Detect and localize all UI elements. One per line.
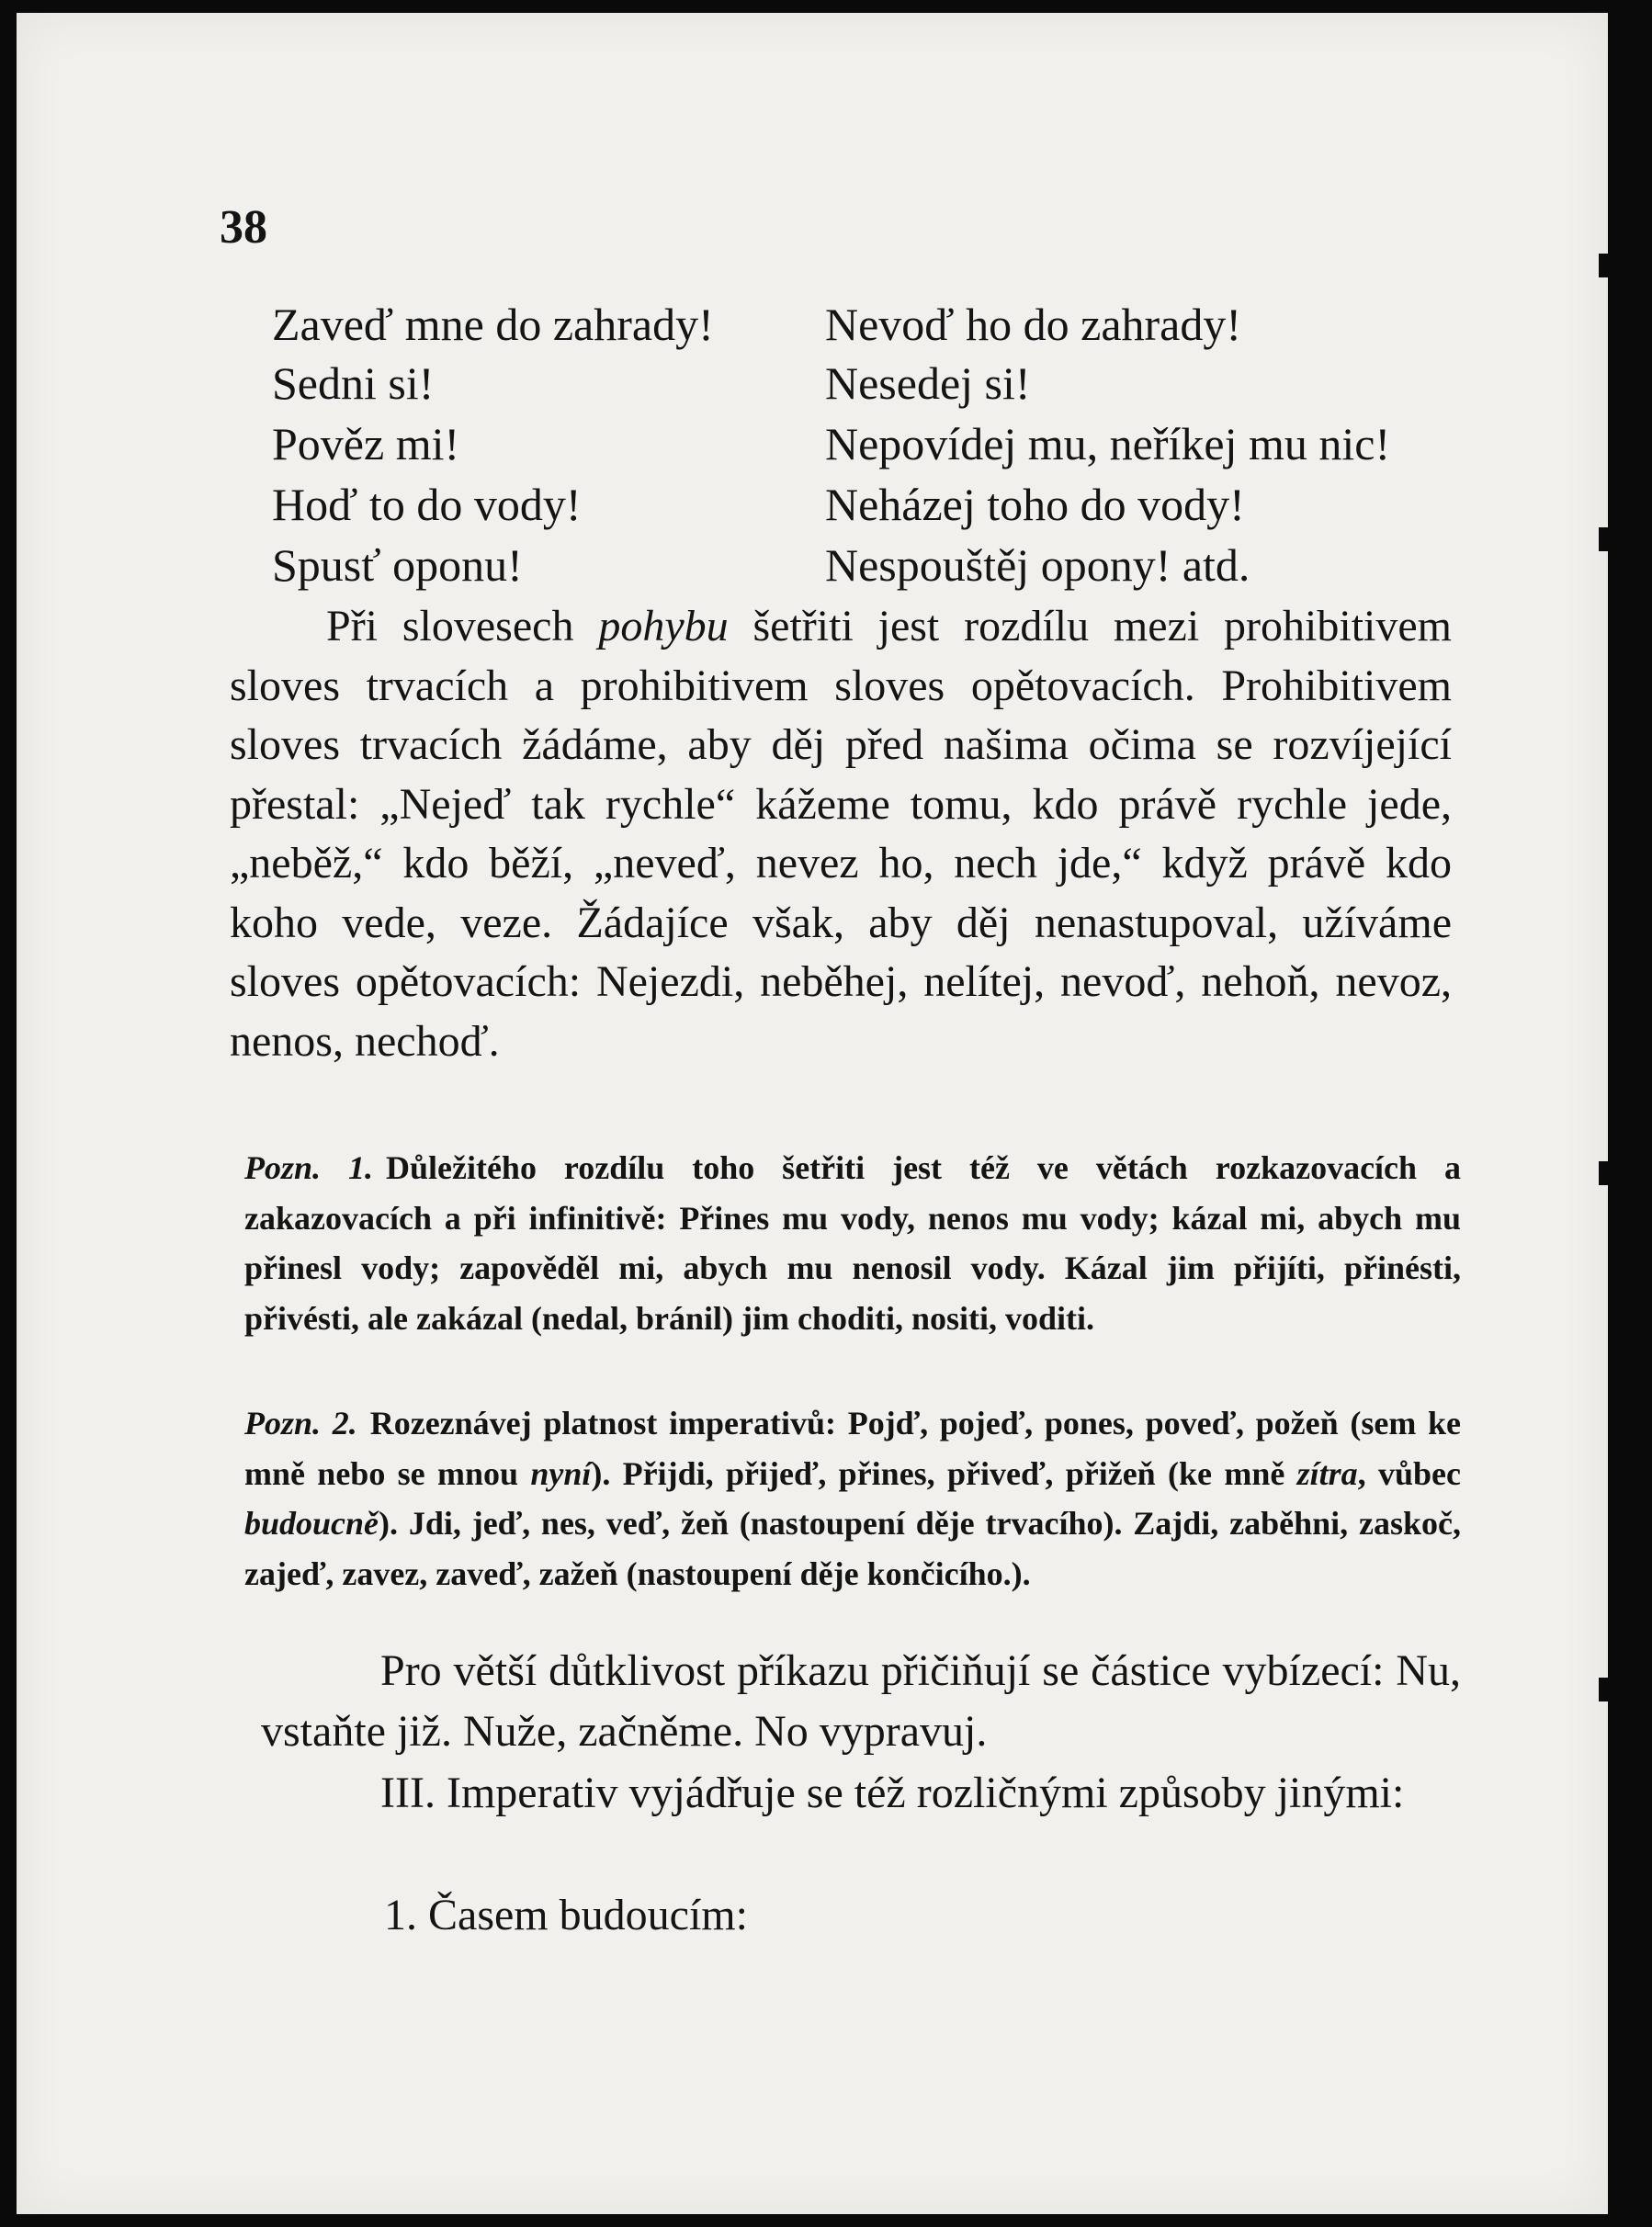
- note-text: ). Přijdi, přijeď, přines, přiveď, přižeň (ke mně: [591, 1454, 1297, 1492]
- emphasis: nyní: [530, 1454, 592, 1492]
- binding-mark: [1599, 254, 1612, 277]
- paragraph-particles: [261, 1641, 1461, 1762]
- emphasis: budoucně: [244, 1505, 379, 1542]
- binding-mark: [1599, 1161, 1612, 1185]
- example-affirmative: Sedni si!: [272, 357, 435, 409]
- paragraph-imperative-iii: [261, 1764, 1461, 1823]
- note-text: , vůbec: [1357, 1454, 1461, 1492]
- example-affirmative: Hoď to do vody!: [272, 479, 582, 530]
- note-label: Pozn. 1.: [244, 1149, 373, 1186]
- note-2: [244, 1398, 1461, 1599]
- paragraph-motion-verbs: [230, 597, 1452, 1071]
- emphasis: zítra: [1296, 1454, 1358, 1492]
- binding-mark: [1599, 527, 1612, 551]
- list-item: 1. Časem budoucím:: [384, 1891, 748, 1939]
- example-prohibitive: Nespouštěj opony! atd.: [825, 539, 1250, 591]
- paragraph-start: Při slovesech: [326, 602, 599, 650]
- example-prohibitive: Nesedej si!: [825, 357, 1031, 409]
- paragraph-rest: šetřiti jest rozdílu mezi prohibitivem sloves trvacích a prohibitivem sloves opětovacích. Prohibitivem sloves trvacích žádáme, aby děj před našima očima se rozvíjející přestal: „Nejeď tak rychle“ kážeme tomu, kdo právě rychle jede, „neběž,“ kdo běží, „neveď, nevez ho, nech jde,“ když právě kdo koho vede, veze. Žádajíce však, aby děj nenastupoval, užíváme sloves opětovacích: Nejezdi, neběhej, nelítej, nevoď, nehoň, nevoz, nenos, nechoď.: [230, 602, 1453, 1066]
- emphasis: pohybu: [598, 602, 729, 650]
- example-affirmative: Pověz mi!: [272, 418, 460, 469]
- note-text: Rozeznávej platnost imperativů: Pojď, pojeď, pones, poveď, požeň (sem ke mně nebo se mnou: [244, 1405, 1461, 1492]
- example-prohibitive: Neházej toho do vody!: [825, 479, 1245, 530]
- binding-mark: [1599, 1678, 1612, 1701]
- note-1: [244, 1143, 1461, 1343]
- note-text: Důležitého rozdílu toho šetřiti jest též ve větách rozkazovacích a zakazovacích a při infinitivě: Přines mu vody, nenos mu vody; kázal mi, abych mu přinesl vody; zapověděl mi, abych mu nenosil vody. Kázal jim přijíti, přinésti, přivésti, ale zakázal (nedal, bránil) jim choditi, nositi, voditi.: [244, 1149, 1461, 1337]
- note-text: ). Jdi, jeď, nes, veď, žeň (nastoupení děje trvacího). Zajdi, zaběhni, zaskoč, zajeď, zavez, zaveď, zažeň (nastoupení děje končicího.).: [244, 1505, 1461, 1592]
- paragraph-text: III. Imperativ vyjádřuje se též rozličnými způsoby jinými:: [380, 1769, 1405, 1817]
- example-prohibitive: Nevoď ho do zahrady!: [825, 299, 1242, 350]
- page-number: 38: [220, 201, 267, 254]
- example-affirmative: Zaveď mne do zahrady!: [272, 299, 714, 350]
- paragraph-text: Pro větší důtklivost příkazu přičiňují se částice vybízecí: Nu, vstaňte již. Nuže, začněme. No vypravuj.: [261, 1646, 1461, 1756]
- example-affirmative: Spusť oponu!: [272, 539, 523, 591]
- example-prohibitive: Nepovídej mu, neříkej mu nic!: [825, 418, 1391, 469]
- note-label: Pozn. 2.: [244, 1405, 357, 1441]
- book-page: [17, 13, 1608, 2214]
